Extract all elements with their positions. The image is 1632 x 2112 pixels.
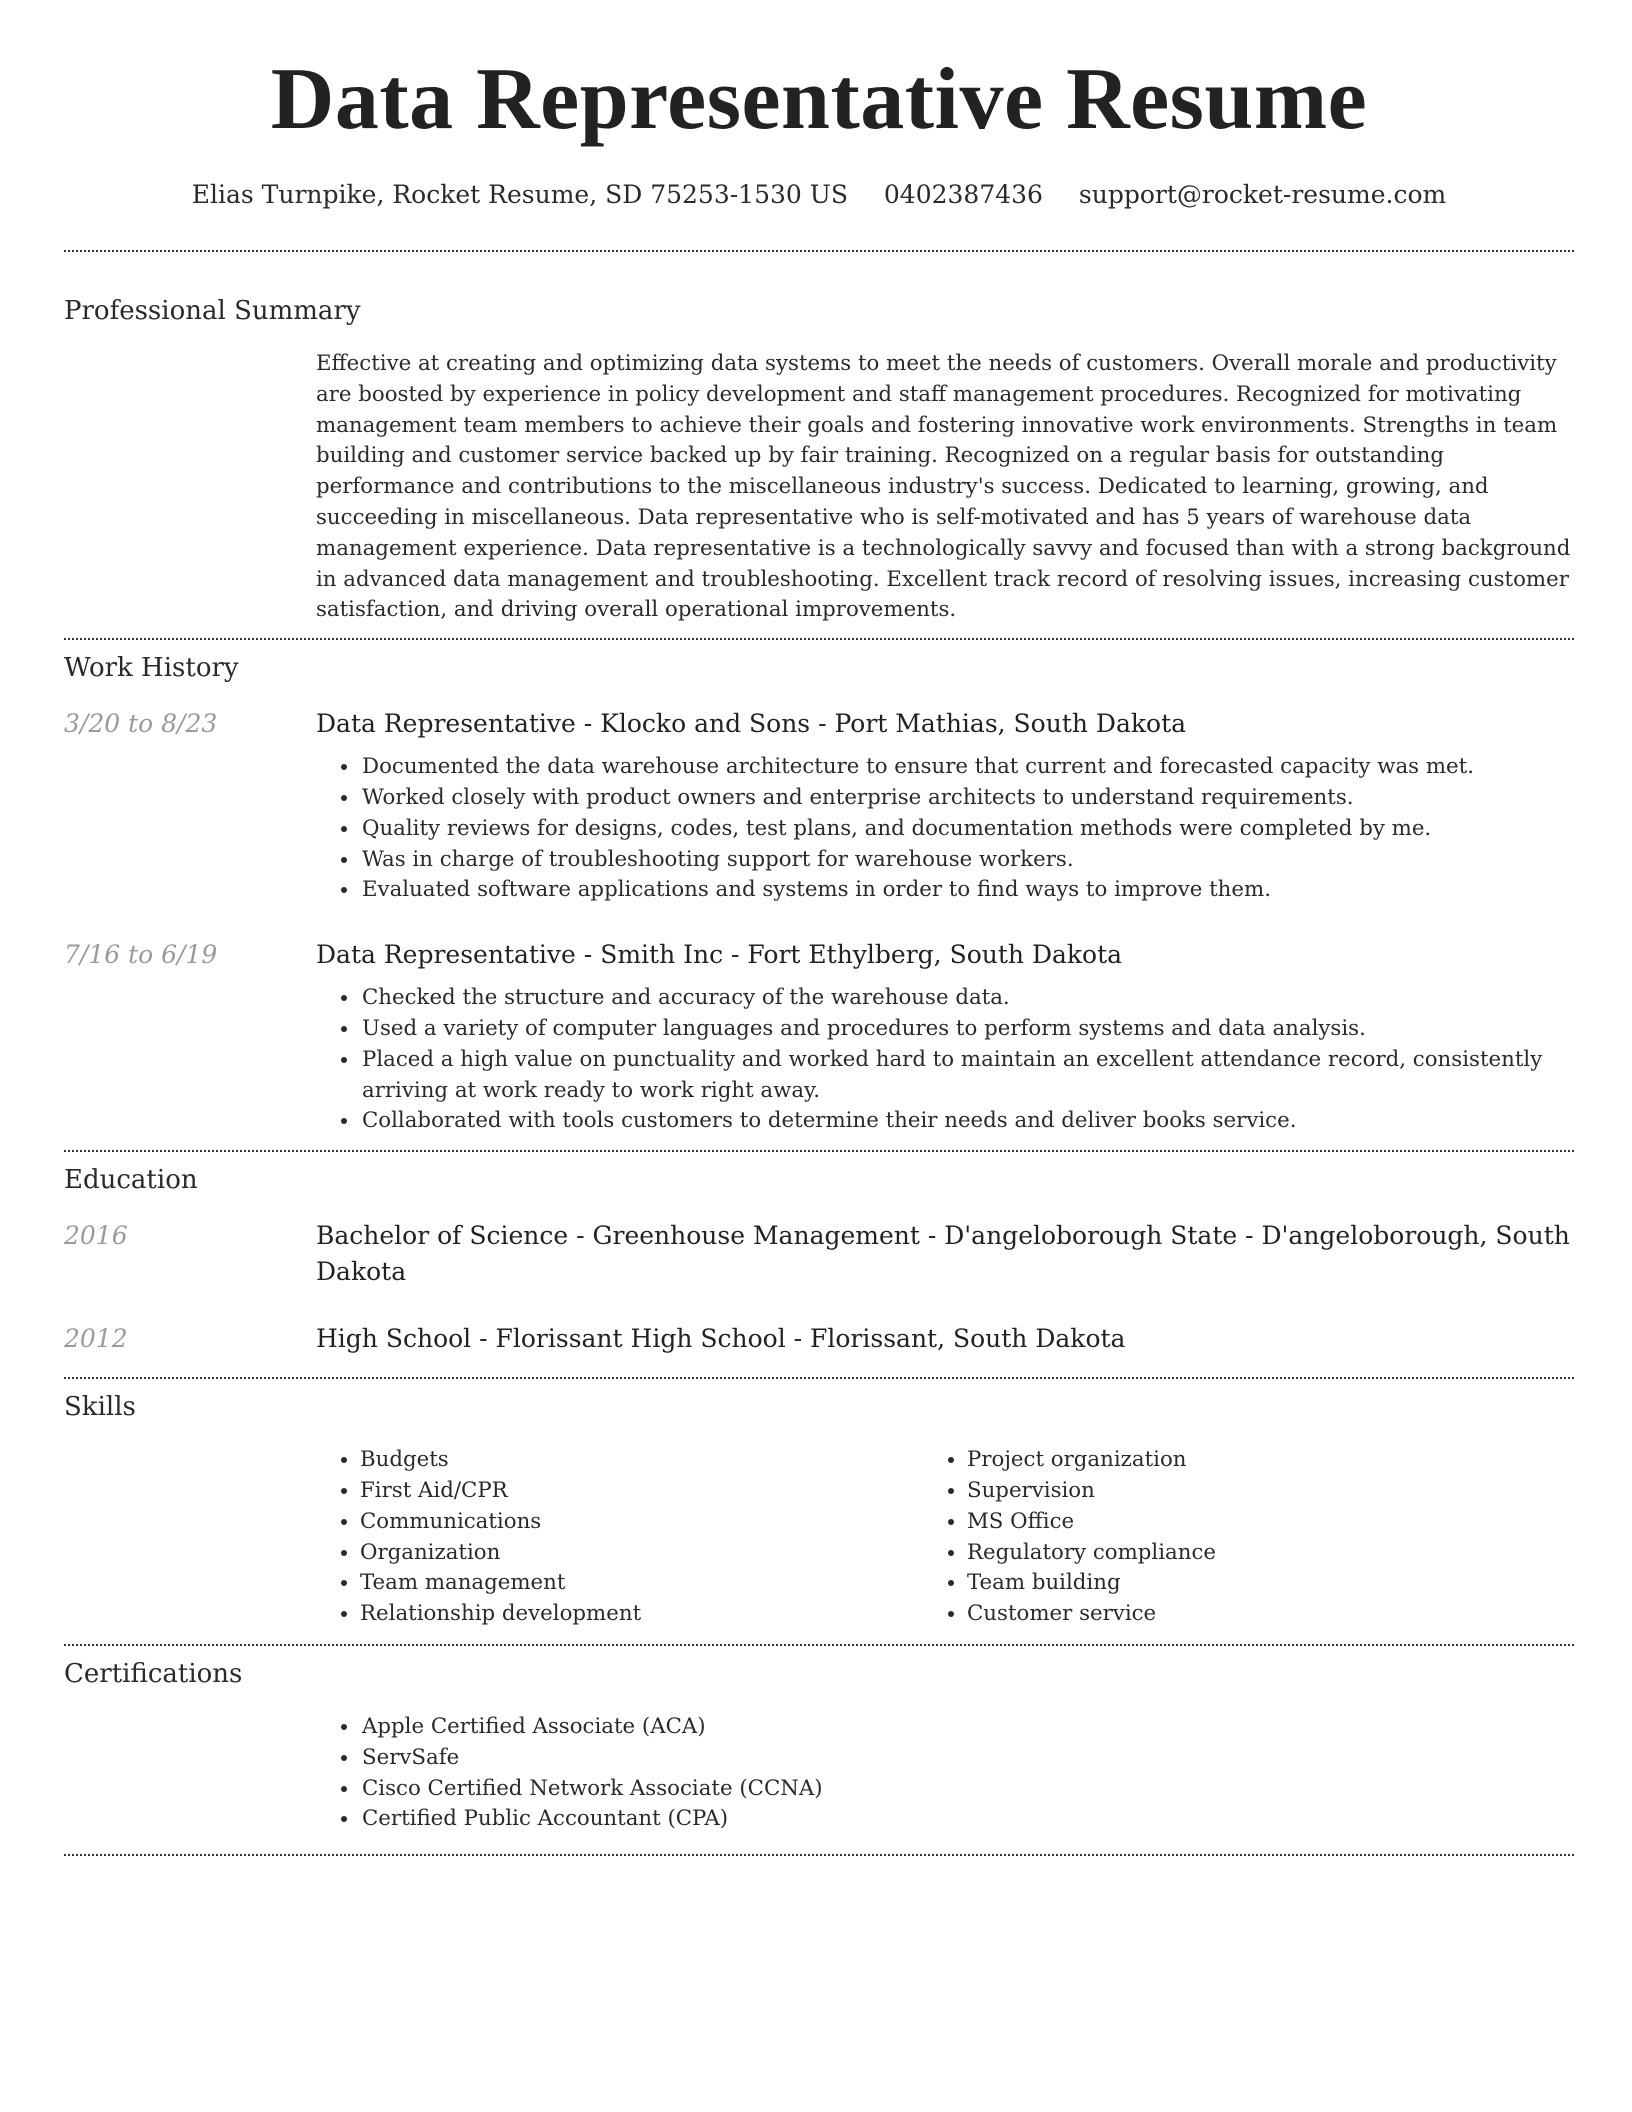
list-item: • Cisco Certified Network Associate (CCNA) [360, 1774, 1574, 1805]
list-item: • Organization [360, 1538, 967, 1569]
list-item: • Quality reviews for designs, codes, test plans, and documentation methods were completed by me. [360, 814, 1574, 845]
list-item: • Certified Public Accountant (CPA) [360, 1804, 1574, 1835]
section-heading-education: Education [64, 1165, 198, 1196]
list-item: • Placed a high value on punctuality and worked hard to maintain an excellent attendance record, consistently arriving at work ready to work right away. [360, 1045, 1574, 1107]
job-entry [64, 706, 1574, 742]
skills-column-1 [360, 1445, 967, 1630]
divider [64, 1377, 1574, 1379]
education-degree: High School [316, 1324, 472, 1354]
job-entry [64, 937, 1574, 973]
divider [64, 1150, 1574, 1152]
skills-list [316, 1445, 1574, 1630]
list-item: • Supervision [967, 1476, 1574, 1507]
list-item: • Evaluated software applications and systems in order to find ways to improve them. [360, 875, 1574, 906]
education-year: 2016 [64, 1221, 128, 1251]
job-bullets [360, 983, 1574, 1137]
certifications-list [360, 1712, 1574, 1835]
job-dates: 7/16 to 6/19 [64, 940, 218, 970]
list-item: • Team building [967, 1568, 1574, 1599]
education-school: - D'angeloborough State - D'angeloborough, South Dakota [316, 1221, 1570, 1287]
list-item: • First Aid/CPR [360, 1476, 967, 1507]
section-heading-certifications: Certifications [64, 1658, 243, 1689]
divider [64, 250, 1574, 252]
education-title [316, 1321, 1125, 1357]
resume-page [64, 0, 1574, 1856]
list-item: • MS Office [967, 1507, 1574, 1538]
list-item: • Was in charge of troubleshooting support for warehouse workers. [360, 845, 1574, 876]
job-dates: 3/20 to 8/23 [64, 709, 218, 739]
section-heading-summary: Professional Summary [64, 296, 361, 326]
divider [64, 1854, 1574, 1856]
list-item: • Customer service [967, 1599, 1574, 1630]
divider [64, 638, 1574, 640]
list-item: • ServSafe [360, 1743, 1574, 1774]
list-item: • Communications [360, 1507, 967, 1538]
education-degree: Bachelor of Science - Greenhouse Management [316, 1221, 920, 1251]
contact-phone: 0402387436 [883, 180, 1043, 209]
education-entry [64, 1321, 1574, 1357]
list-item: • Checked the structure and accuracy of the warehouse data. [360, 983, 1574, 1014]
job-title: Data Representative - Smith Inc - Fort Ethylberg, South Dakota [316, 940, 1123, 970]
list-item: • Collaborated with tools customers to determine their needs and deliver books service. [360, 1106, 1574, 1137]
list-item: • Project organization [967, 1445, 1574, 1476]
list-item: • Budgets [360, 1445, 967, 1476]
resume-title: Data Representative Resume [270, 51, 1368, 148]
contact-address: Elias Turnpike, Rocket Resume, SD 75253-1530 US [191, 180, 848, 209]
list-item: • Used a variety of computer languages and procedures to perform systems and data analysis. [360, 1014, 1574, 1045]
contact-email: support@rocket-resume.com [1078, 180, 1447, 209]
education-title [316, 1218, 1574, 1290]
job-bullets [360, 752, 1574, 906]
contact-line [64, 178, 1574, 212]
divider [64, 1644, 1574, 1646]
skills-column-2 [967, 1445, 1574, 1630]
list-item: • Documented the data warehouse architecture to ensure that current and forecasted capacity was met. [360, 752, 1574, 783]
job-title: Data Representative - Klocko and Sons - Port Mathias, South Dakota [316, 709, 1187, 739]
list-item: • Apple Certified Associate (ACA) [360, 1712, 1574, 1743]
list-item: • Relationship development [360, 1599, 967, 1630]
education-school: - Florissant High School - Florissant, South Dakota [471, 1324, 1126, 1354]
section-heading-skills: Skills [64, 1392, 136, 1423]
education-entry [64, 1218, 1574, 1290]
section-heading-work-history: Work History [64, 653, 239, 684]
list-item: • Worked closely with product owners and enterprise architects to understand requirements. [360, 783, 1574, 814]
list-item: • Regulatory compliance [967, 1538, 1574, 1569]
summary-text: Effective at creating and optimizing data systems to meet the needs of customers. Overall morale and productivity are boosted by experience in policy development and staff management procedures. Recognized for motivating management team members to achieve their goals and fostering innovative work environments. Strengths in team building and customer service backed up by fair training. Recognized on a regular basis for outstanding performance and contributions to the miscellaneous industry's success. Dedicated to learning, growing, and succeeding in miscellaneous. Data representative who is self-motivated and has 5 years of warehouse data management experience. Data representative is a technologically savvy and focused than with a strong background in advanced data management and troubleshooting. Excellent track record of resolving issues, increasing customer satisfaction, and driving overall operational improvements. [316, 351, 1571, 623]
education-year: 2012 [64, 1324, 128, 1354]
list-item: • Team management [360, 1568, 967, 1599]
